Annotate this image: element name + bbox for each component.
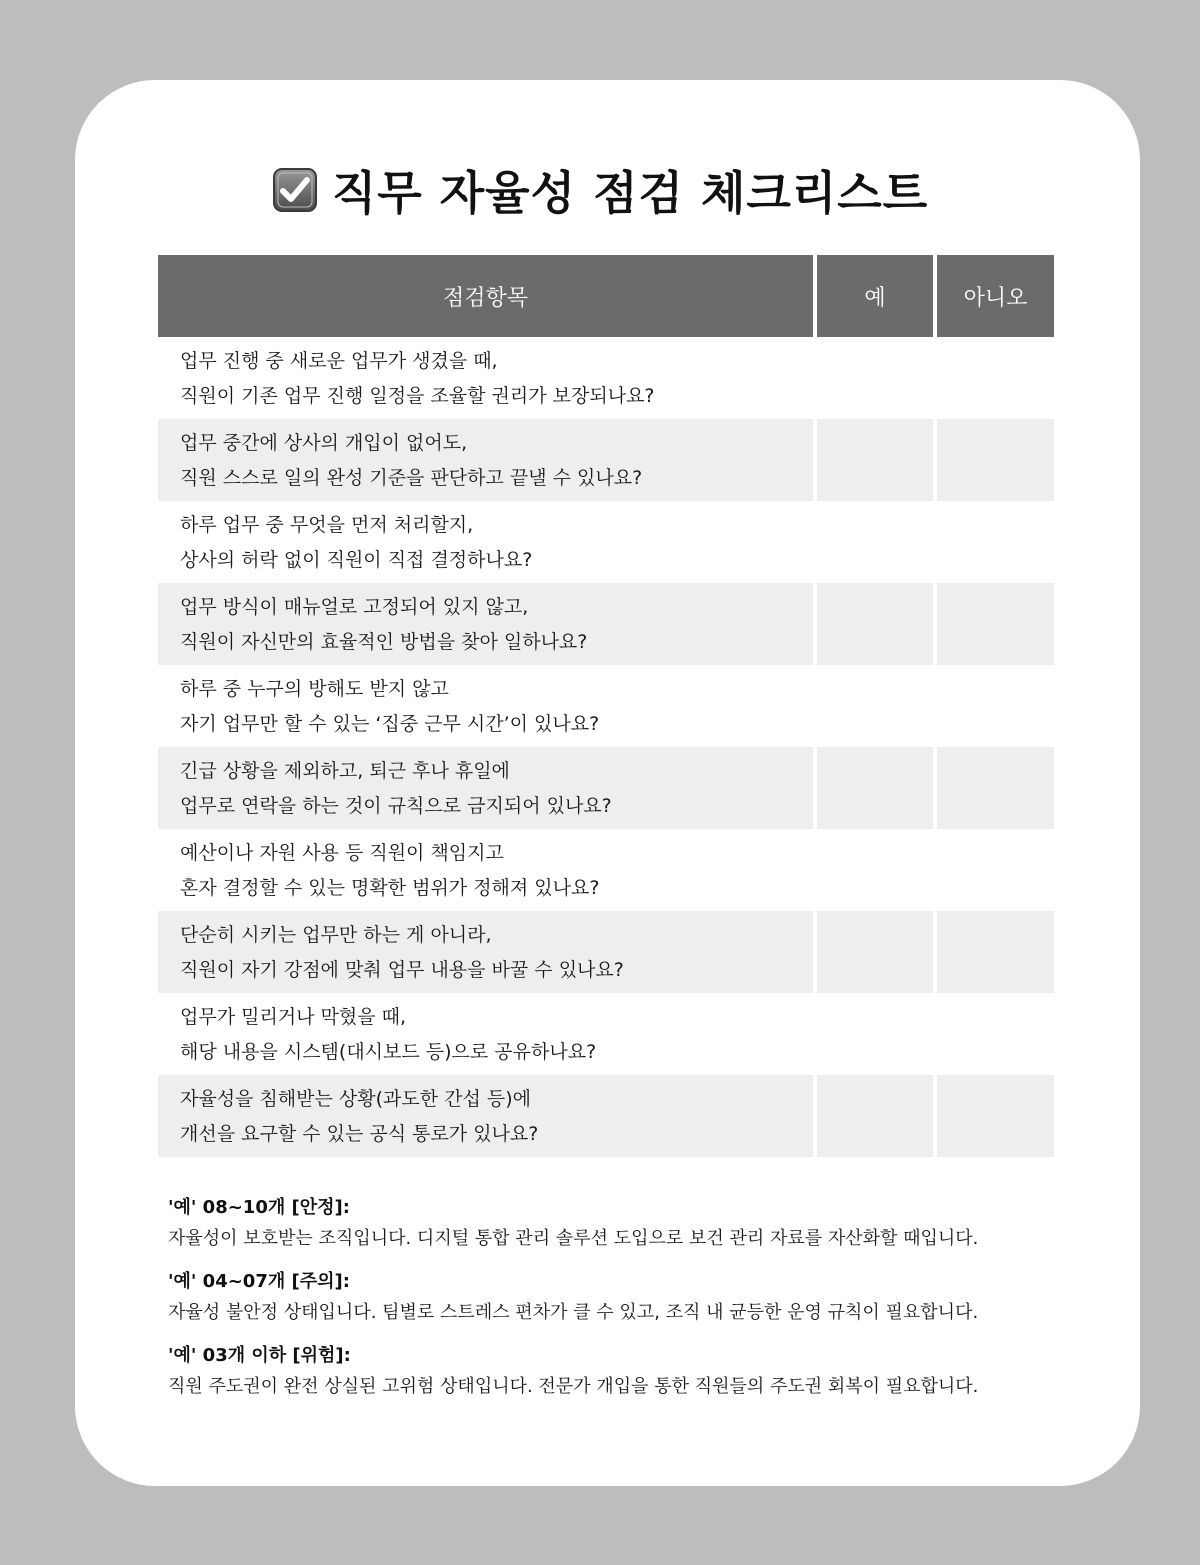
question-line: 업무 방식이 매뉴얼로 고정되어 있지 않고, (180, 596, 529, 618)
yes-cell[interactable] (817, 1075, 933, 1157)
question-line: 예산이나 자원 사용 등 직원이 책임지고 (180, 842, 504, 864)
yes-cell[interactable] (817, 419, 933, 501)
question-line: 직원이 기존 업무 진행 일정을 조율할 권리가 보장되나요? (180, 385, 655, 407)
question-line: 업무로 연락을 하는 것이 규칙으로 금지되어 있나요? (180, 795, 612, 817)
table-row (158, 911, 1054, 993)
table-row (158, 829, 1054, 911)
question-cell (158, 1075, 813, 1157)
no-cell[interactable] (937, 665, 1054, 747)
question-line: 직원이 자신만의 효율적인 방법을 찾아 일하나요? (180, 631, 588, 653)
no-cell[interactable] (937, 829, 1054, 911)
table-row (158, 747, 1054, 829)
question-cell (158, 993, 813, 1075)
question-line: 해당 내용을 시스템(대시보드 등)으로 공유하나요? (180, 1041, 597, 1063)
question-line: 자기 업무만 할 수 있는 ‘집중 근무 시간’이 있나요? (180, 713, 600, 735)
legend-heading: '예' 03개 이하 [위험]: (168, 1345, 351, 1366)
check-box-icon (272, 167, 318, 213)
yes-cell[interactable] (817, 911, 933, 993)
no-cell[interactable] (937, 501, 1054, 583)
question-line: 하루 중 누구의 방해도 받지 않고 (180, 678, 449, 700)
no-cell[interactable] (937, 911, 1054, 993)
table-row (158, 419, 1054, 501)
yes-cell[interactable] (817, 665, 933, 747)
no-cell[interactable] (937, 337, 1054, 419)
question-cell (158, 337, 813, 419)
question-line: 상사의 허락 없이 직원이 직접 결정하나요? (180, 549, 533, 571)
table-row (158, 1075, 1054, 1157)
legend-description: 자율성이 보호받는 조직입니다. 디지털 통합 관리 솔루션 도입으로 보건 관리 자료를 자산화할 때입니다. (168, 1228, 979, 1249)
question-cell (158, 419, 813, 501)
legend-stable (168, 1193, 1068, 1255)
question-line: 직원이 자기 강점에 맞춰 업무 내용을 바꿀 수 있나요? (180, 959, 624, 981)
question-cell (158, 829, 813, 911)
yes-cell[interactable] (817, 337, 933, 419)
question-line: 하루 업무 중 무엇을 먼저 처리할지, (180, 514, 474, 536)
table-row (158, 501, 1054, 583)
question-cell (158, 665, 813, 747)
question-line: 업무 진행 중 새로운 업무가 생겼을 때, (180, 350, 498, 372)
question-line: 단순히 시키는 업무만 하는 게 아니라, (180, 924, 492, 946)
question-cell (158, 501, 813, 583)
table-row (158, 665, 1054, 747)
yes-cell[interactable] (817, 501, 933, 583)
no-cell[interactable] (937, 747, 1054, 829)
table-row (158, 583, 1054, 665)
title-row (0, 158, 1200, 222)
legend-heading: '예' 08~10개 [안정]: (168, 1197, 350, 1218)
header-item: 점검항목 (158, 255, 813, 337)
table-header (158, 255, 1054, 337)
result-legend (168, 1193, 1068, 1415)
page-title: 직무 자율성 점검 체크리스트 (331, 166, 929, 220)
yes-cell[interactable] (817, 747, 933, 829)
yes-cell[interactable] (817, 993, 933, 1075)
question-line: 직원 스스로 일의 완성 기준을 판단하고 끝낼 수 있나요? (180, 467, 643, 489)
legend-danger (168, 1341, 1068, 1403)
yes-cell[interactable] (817, 829, 933, 911)
question-cell (158, 747, 813, 829)
legend-description: 자율성 불안정 상태입니다. 팀별로 스트레스 편차가 클 수 있고, 조직 내 균등한 운영 규칙이 필요합니다. (168, 1302, 979, 1323)
question-cell (158, 911, 813, 993)
question-line: 업무가 밀리거나 막혔을 때, (180, 1006, 407, 1028)
table-row (158, 337, 1054, 419)
legend-heading: '예' 04~07개 [주의]: (168, 1271, 350, 1292)
header-no: 아니오 (937, 255, 1054, 337)
question-cell (158, 583, 813, 665)
legend-caution (168, 1267, 1068, 1329)
question-line: 혼자 결정할 수 있는 명확한 범위가 정해져 있나요? (180, 877, 600, 899)
checklist-table (158, 255, 1054, 1157)
no-cell[interactable] (937, 583, 1054, 665)
question-line: 업무 중간에 상사의 개입이 없어도, (180, 432, 468, 454)
no-cell[interactable] (937, 1075, 1054, 1157)
legend-description: 직원 주도권이 완전 상실된 고위험 상태입니다. 전문가 개입을 통한 직원들의 주도권 회복이 필요합니다. (168, 1376, 979, 1397)
question-line: 긴급 상황을 제외하고, 퇴근 후나 휴일에 (180, 760, 510, 782)
question-line: 개선을 요구할 수 있는 공식 통로가 있나요? (180, 1123, 539, 1145)
header-yes: 예 (817, 255, 933, 337)
yes-cell[interactable] (817, 583, 933, 665)
table-row (158, 993, 1054, 1075)
no-cell[interactable] (937, 993, 1054, 1075)
question-line: 자율성을 침해받는 상황(과도한 간섭 등)에 (180, 1088, 532, 1110)
no-cell[interactable] (937, 419, 1054, 501)
